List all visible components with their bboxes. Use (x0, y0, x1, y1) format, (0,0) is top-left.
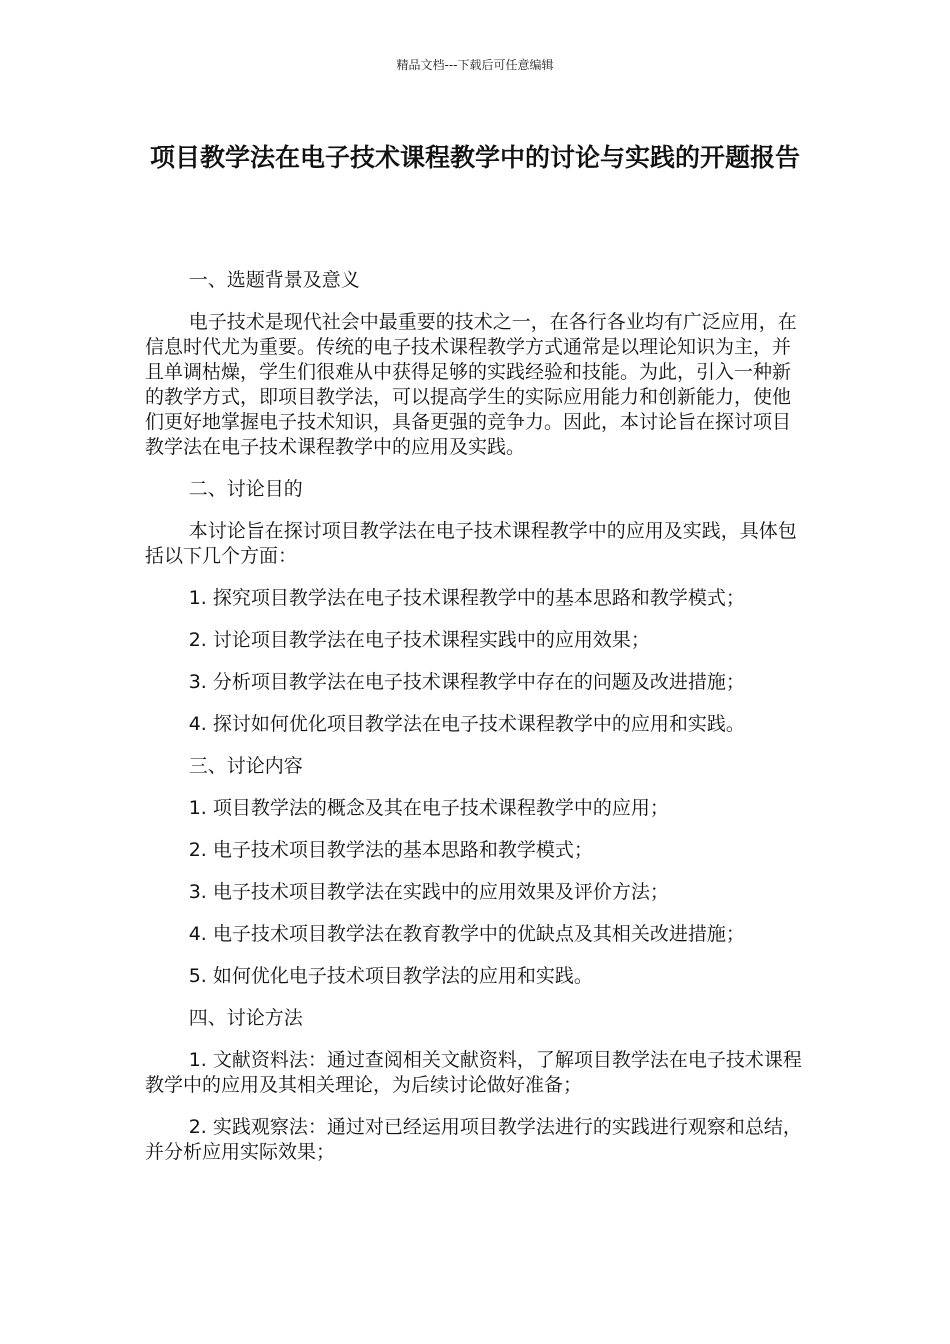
section-heading-background: 一、选题背景及意义 (188, 269, 360, 291)
list-item: 4. 探讨如何优化项目教学法在电子技术课程教学中的应用和实践。 (188, 713, 745, 735)
list-item: 2. 实践观察法：通过对已经运用项目教学法进行的实践进行观察和总结，并分析应用实际效果； (145, 1116, 802, 1163)
paragraph-purpose-intro: 本讨论旨在探讨项目教学法在电子技术课程教学中的应用及实践，具体包括以下几个方面： (145, 520, 797, 567)
list-item: 2. 讨论项目教学法在电子技术课程实践中的应用效果； (188, 629, 650, 651)
list-item: 1. 项目教学法的概念及其在电子技术课程教学中的应用； (188, 797, 669, 819)
list-item: 2. 电子技术项目教学法的基本思路和教学模式； (188, 839, 593, 861)
document-body (145, 268, 805, 1182)
list-item: 1. 探究项目教学法在电子技术课程教学中的基本思路和教学模式； (188, 587, 745, 609)
section-heading-purpose: 二、讨论目的 (188, 478, 303, 500)
document-title: 项目教学法在电子技术课程教学中的讨论与实践的开题报告 (149, 143, 800, 172)
list-item: 3. 电子技术项目教学法在实践中的应用效果及评价方法； (188, 881, 669, 903)
list-item: 3. 分析项目教学法在电子技术课程教学中存在的问题及改进措施； (188, 671, 745, 693)
list-item: 1. 文献资料法：通过查阅相关文献资料，了解项目教学法在电子技术课程教学中的应用及其相关理论，为后续讨论做好准备； (145, 1049, 802, 1096)
list-item: 5. 如何优化电子技术项目教学法的应用和实践。 (188, 965, 593, 987)
section-heading-methods: 四、讨论方法 (188, 1007, 303, 1029)
section-heading-content: 三、讨论内容 (188, 755, 303, 777)
paragraph-background: 电子技术是现代社会中最重要的技术之一，在各行各业均有广泛应用，在信息时代尤为重要。传统的电子技术课程教学方式通常是以理论知识为主，并且单调枯燥，学生们很难从中获得足够的实践经验和技能。为此，引入一种新的教学方式，即项目教学法，可以提高学生的实际应用能力和创新能力，使他们更好地掌握电子技术知识，具备更强的竞争力。因此，本讨论旨在探讨项目教学法在电子技术课程教学中的应用及实践。 (145, 311, 797, 458)
list-item: 4. 电子技术项目教学法在教育教学中的优缺点及其相关改进措施； (188, 923, 745, 945)
page-header-note: 精品文档---下载后可任意编辑 (396, 58, 554, 72)
